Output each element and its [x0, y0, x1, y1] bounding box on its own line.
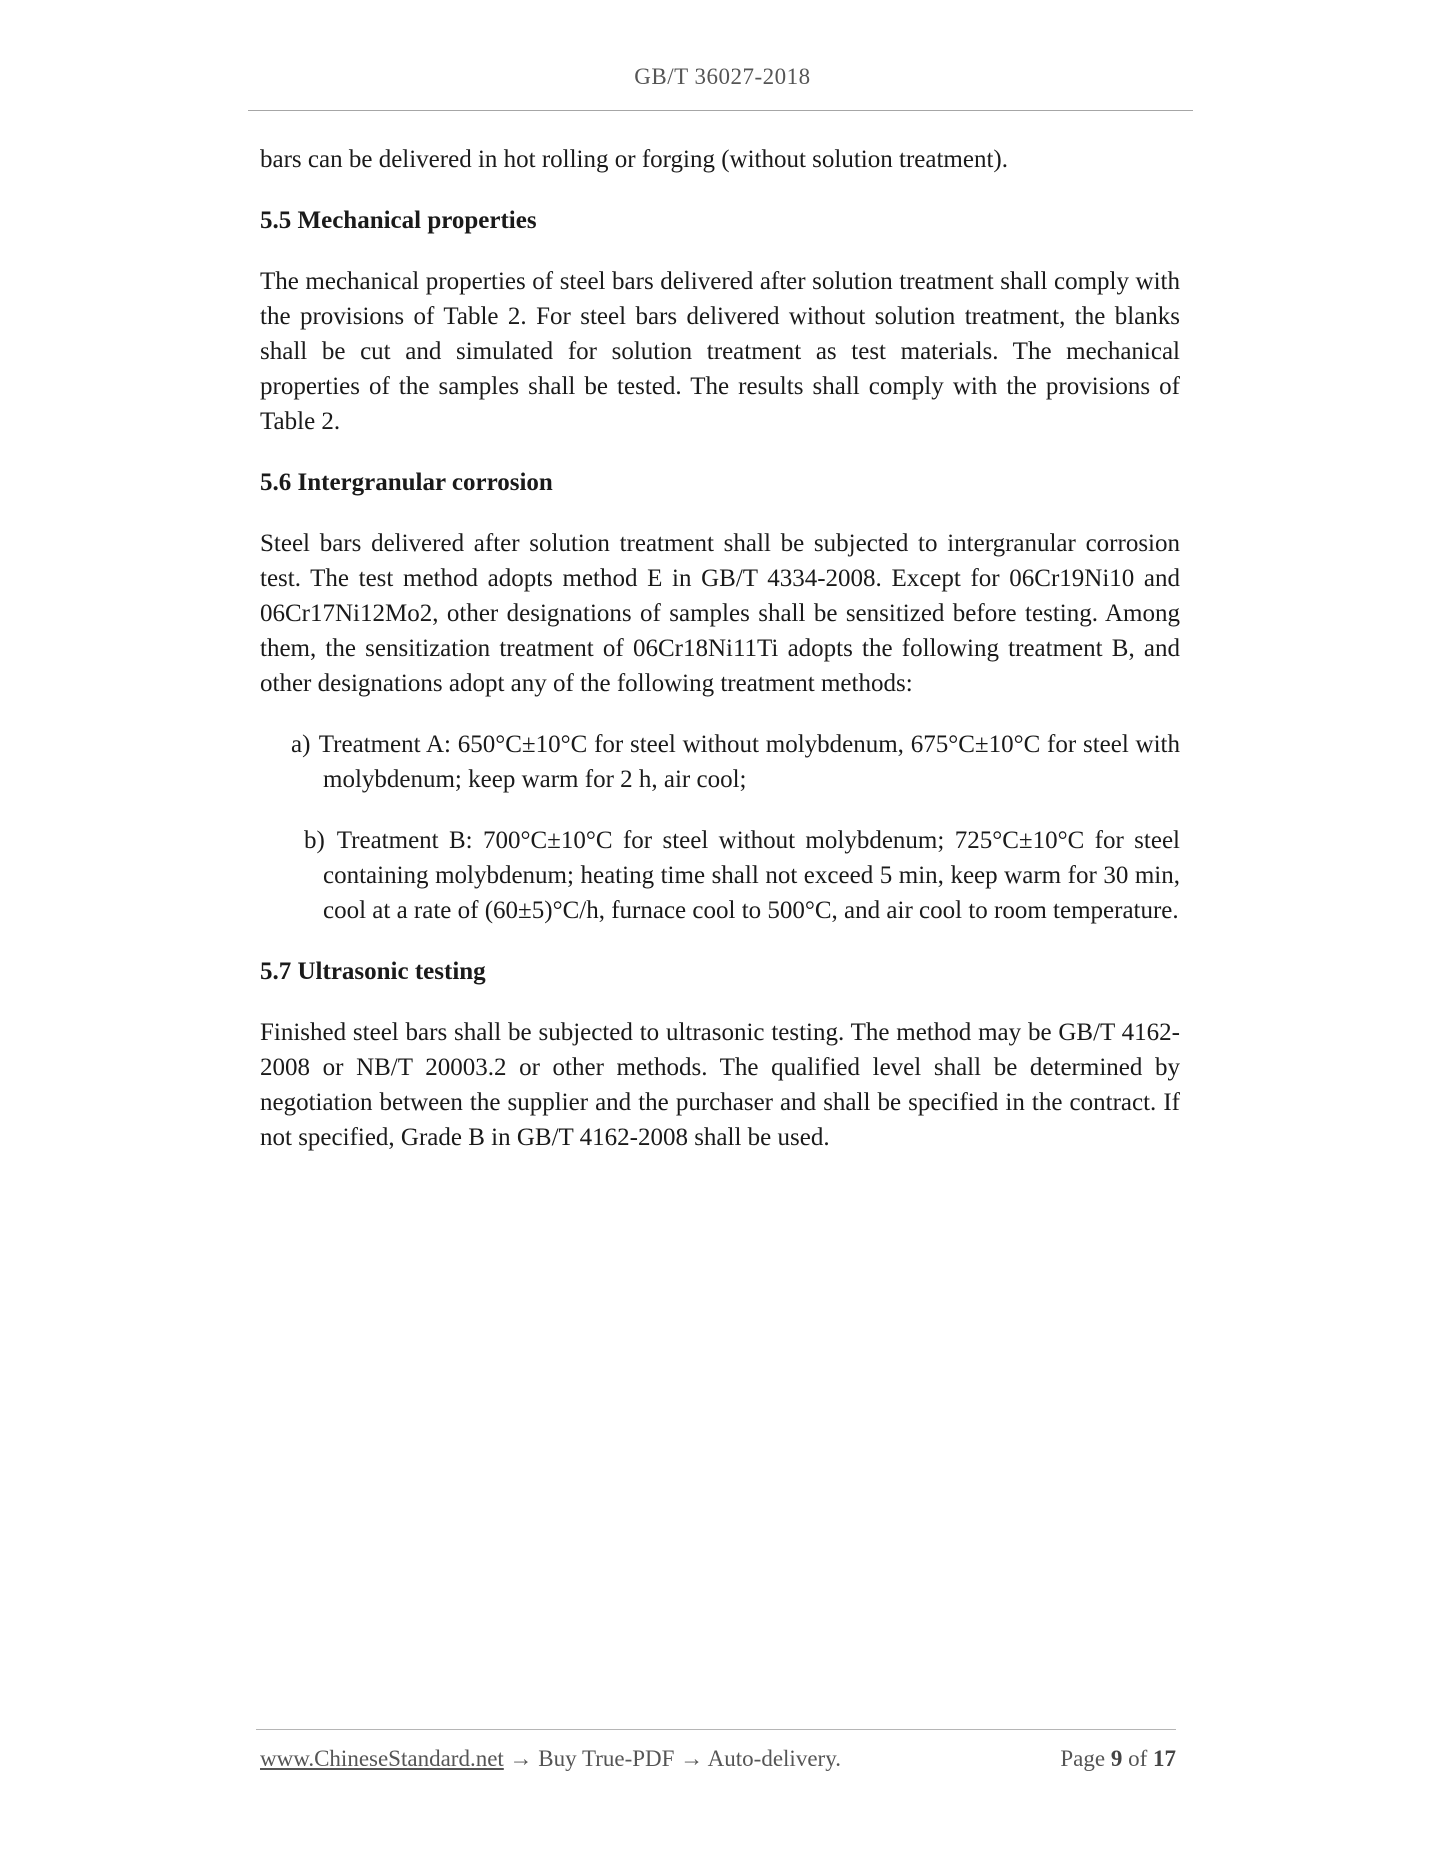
- header-divider: [248, 110, 1193, 111]
- buy-true-pdf-text: Buy True-PDF: [538, 1746, 675, 1771]
- footer-divider: [256, 1729, 1176, 1730]
- section-5-7-heading: 5.7 Ultrasonic testing: [260, 958, 486, 985]
- section-5-6-heading: 5.6 Intergranular corrosion: [260, 469, 553, 496]
- section-5-5-paragraph: The mechanical properties of steel bars delivered after solution treatment shall comply with the provisions of Table 2. For steel bars delivered without solution treatment, the blanks shall be cut and simulated for solution treatment as test materials. The mechanical properties of the samples shall be tested. The results shall comply with the provisions of Table 2.: [260, 268, 1180, 435]
- footer-promo: [260, 1746, 841, 1772]
- of-label: of: [1128, 1746, 1148, 1771]
- section-5-7-paragraph: Finished steel bars shall be subjected to ultrasonic testing. The method may be GB/T 4162-2008 or NB/T 20003.2 or other methods. The qualified level shall be determined by negotiation between the supplier and the purchaser and shall be specified in the contract. If not specified, Grade B in GB/T 4162-2008 shall be used.: [260, 1019, 1180, 1151]
- page-body: [260, 142, 1180, 1181]
- treatment-b-text: Treatment B: 700°C±10°C for steel without molybdenum; 725°C±10°C for steel containing molybdenum; heating time shall not exceed 5 min, keep warm for 30 min, cool at a rate of (60±5)°C/h, furnace cool to 500°C, and air cool to room temperature.: [323, 827, 1180, 924]
- list-marker-b: b): [304, 827, 325, 854]
- document-code-header: GB/T 36027-2018: [634, 64, 811, 89]
- arrow-right-icon: →: [680, 1746, 704, 1771]
- auto-delivery-text: Auto-delivery.: [707, 1746, 841, 1771]
- section-5-6-paragraph: Steel bars delivered after solution treatment shall be subjected to intergranular corrosion test. The test method adopts method E in GB/T 4334-2008. Except for 06Cr19Ni10 and 06Cr17Ni12Mo2, other designations of samples shall be sensitized before testing. Among them, the sensitization treatment of 06Cr18Ni11Ti adopts the following treatment B, and other designations adopt any of the following treatment methods:: [260, 530, 1180, 697]
- arrow-right-icon: →: [509, 1746, 533, 1771]
- current-page-number: 9: [1110, 1746, 1123, 1771]
- section-5-5-heading: 5.5 Mechanical properties: [260, 207, 537, 234]
- list-item-treatment-b: [260, 823, 1180, 928]
- intro-paragraph: bars can be delivered in hot rolling or forging (without solution treatment).: [260, 146, 1008, 173]
- treatment-a-text: Treatment A: 650°C±10°C for steel without molybdenum, 675°C±10°C for steel with molybdenum; keep warm for 2 h, air cool;: [318, 731, 1180, 793]
- website-link[interactable]: www.ChineseStandard.net: [260, 1746, 504, 1771]
- list-marker-a: a): [291, 731, 311, 758]
- total-pages-number: 17: [1153, 1746, 1176, 1771]
- list-item-treatment-a: [260, 727, 1180, 797]
- page-label: Page: [1060, 1746, 1106, 1771]
- page-indicator: [1060, 1746, 1176, 1772]
